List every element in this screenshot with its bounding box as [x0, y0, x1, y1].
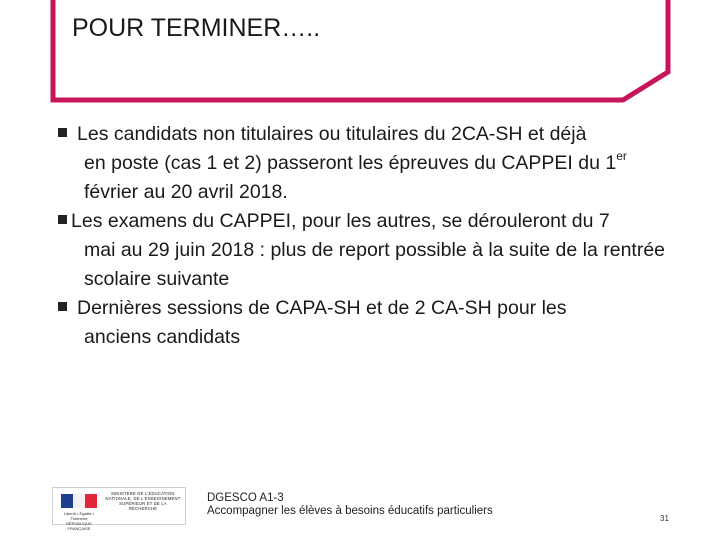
logo-caption: Liberté • Égalité • Fraternité RÉPUBLIQUE FRANÇAISE [63, 511, 95, 531]
bullet-text: Dernières sessions de CAPA-SH et de 2 CA-SH pour les [77, 297, 567, 319]
footer-code: DGESCO A1-3 [207, 492, 284, 504]
superscript: er [616, 149, 627, 163]
bullet-text: Les candidats non titulaires ou titulaires du 2CA-SH et déjà [77, 123, 587, 145]
list-item [58, 294, 698, 352]
ministry-name: MINISTÈRE DE L'ÉDUCATION NATIONALE, DE L'ENSEIGNEMENT SUPÉRIEUR ET DE LA RECHERCHE [105, 491, 181, 511]
footer-text [207, 492, 493, 518]
square-bullet-icon [58, 302, 67, 311]
square-bullet-icon [58, 128, 67, 137]
french-flag-icon [61, 494, 97, 508]
list-item [58, 120, 698, 207]
bullet-continuation [58, 149, 698, 207]
bullet-text: en poste (cas 1 et 2) passeront les épreuves du CAPPEI du 1 [84, 152, 617, 174]
bullet-list [58, 120, 698, 352]
page-title: POUR TERMINER….. [72, 14, 321, 42]
bullet-continuation: mai au 29 juin 2018 : plus de report possible à la suite de la rentrée scolaire suivante [84, 239, 666, 290]
footer-subtitle: Accompagner les élèves à besoins éducatifs particuliers [207, 505, 493, 517]
page-number: 31 [660, 514, 669, 523]
list-item [58, 207, 698, 294]
ministry-logo [52, 487, 186, 531]
bullet-text: Les examens du CAPPEI, pour les autres, se dérouleront du 7 [71, 210, 610, 232]
square-bullet-icon [58, 215, 67, 224]
marianne-logo [57, 492, 101, 531]
bullet-continuation: anciens candidats [84, 326, 241, 348]
bullet-text: février au 20 avril 2018. [84, 181, 288, 203]
